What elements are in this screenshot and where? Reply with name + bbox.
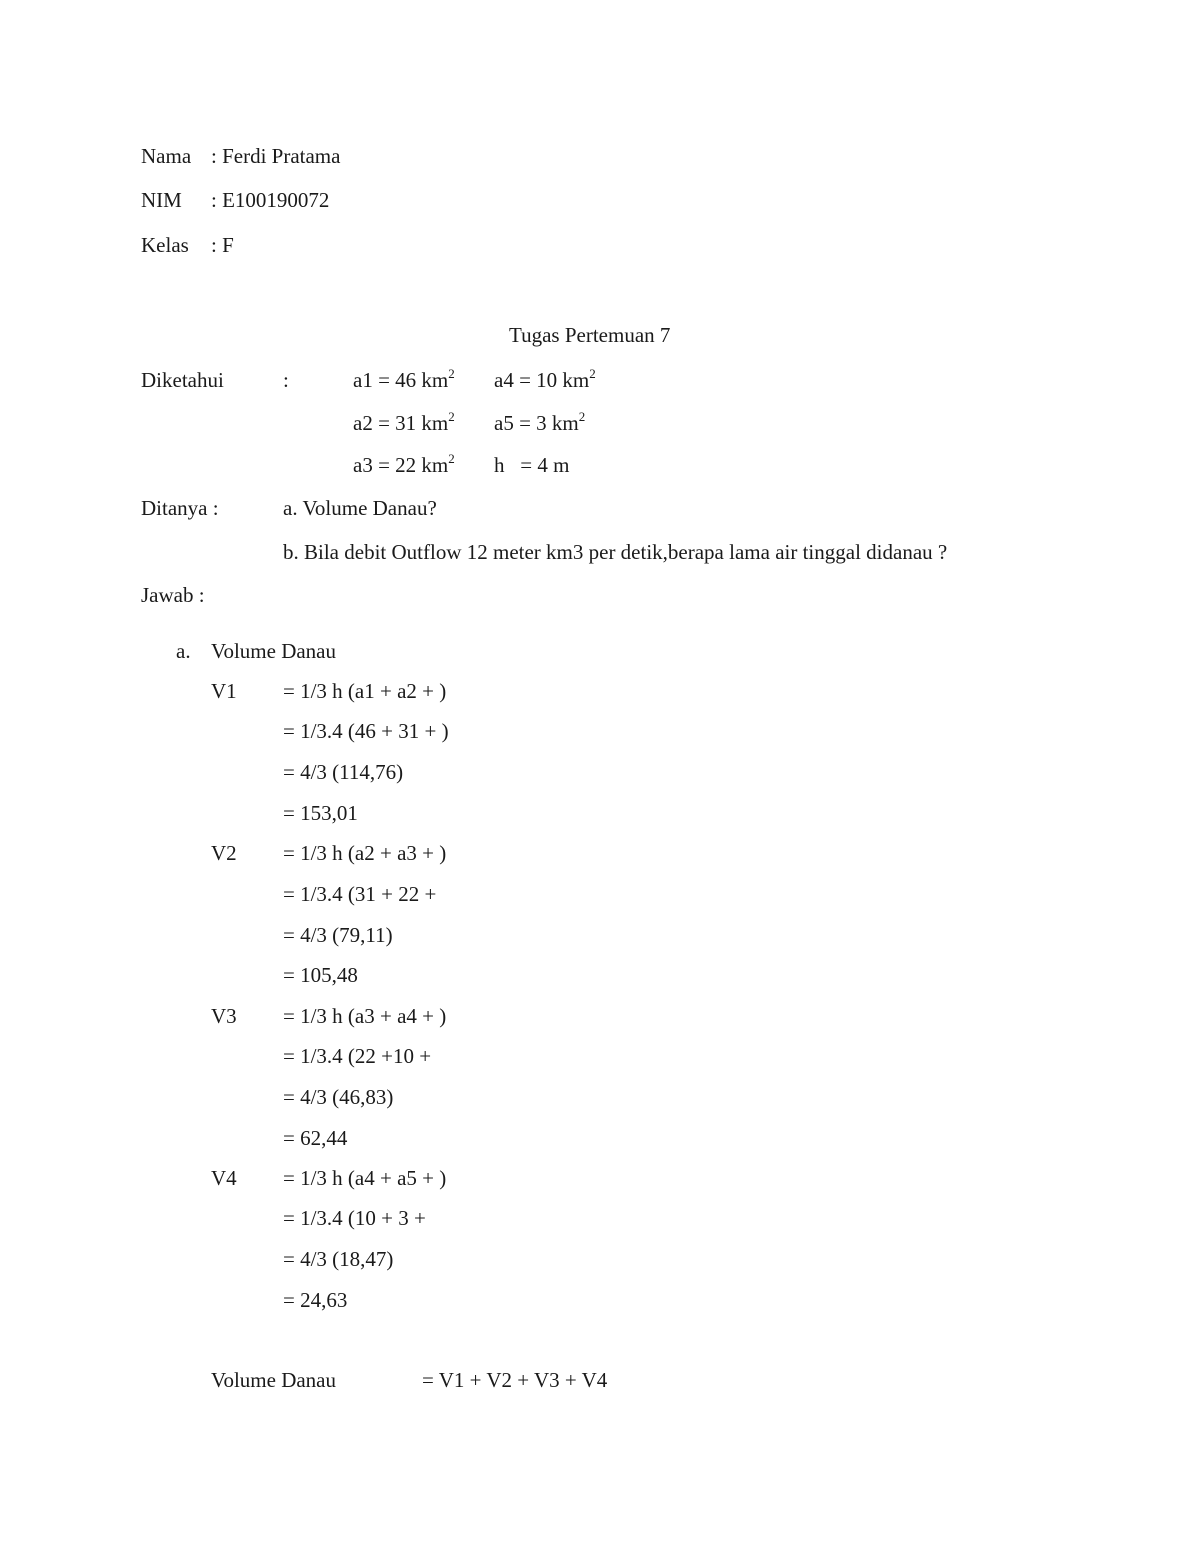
kelas-label: Kelas [141, 233, 189, 257]
v4-step-1: = 1/3 h (a4 + a5 + ) [283, 1166, 447, 1190]
diketahui-label: Diketahui [141, 368, 224, 392]
v4-step-2: = 1/3.4 (10 + 3 + [283, 1206, 426, 1230]
total-expression: = V1 + V2 + V3 + V4 [422, 1368, 608, 1392]
v2-step-3: = 4/3 (79,11) [283, 923, 393, 947]
known-h: h = 4 m [494, 453, 570, 477]
question-b: b. Bila debit Outflow 12 meter km3 per detik,berapa lama air tinggal didanau ? [283, 540, 948, 564]
v3-step-2: = 1/3.4 (22 +10 + [283, 1044, 432, 1068]
v3-step-1: = 1/3 h (a3 + a4 + ) [283, 1004, 447, 1028]
v2-step-1: = 1/3 h (a2 + a3 + ) [283, 841, 447, 865]
v1-step-3: = 4/3 (114,76) [283, 760, 404, 784]
page-title: Tugas Pertemuan 7 [509, 323, 671, 347]
nim-label: NIM [141, 188, 182, 212]
v2-step-2: = 1/3.4 (31 + 22 + [283, 882, 437, 906]
v4-label: V4 [211, 1166, 237, 1190]
v1-step-2: = 1/3.4 (46 + 31 + ) [283, 719, 449, 743]
known-a1-text: a1 = 46 km [353, 368, 449, 392]
known-a3 [353, 451, 455, 477]
kelas-value: : F [211, 233, 234, 257]
question-a: a. Volume Danau? [283, 496, 437, 520]
total-label: Volume Danau [211, 1368, 337, 1392]
known-a1-exp: 2 [448, 366, 455, 381]
jawab-label: Jawab : [141, 583, 205, 607]
v3-step-4: = 62,44 [283, 1126, 348, 1150]
ditanya-label: Ditanya : [141, 496, 219, 520]
v1-step-4: = 153,01 [283, 801, 358, 825]
known-a3-text: a3 = 22 km [353, 453, 449, 477]
known-a5-exp: 2 [578, 409, 586, 424]
nama-label: Nama [141, 144, 192, 168]
v1-step-1: = 1/3 h (a1 + a2 + ) [283, 679, 447, 703]
diketahui-colon: : [283, 368, 289, 392]
v1-label: V1 [211, 679, 237, 703]
answer-title: Volume Danau [211, 639, 337, 663]
known-a5 [494, 409, 586, 435]
known-a4 [494, 366, 596, 392]
known-a4-text: a4 = 10 km [494, 368, 590, 392]
v2-step-4: = 105,48 [283, 963, 358, 987]
v3-step-3: = 4/3 (46,83) [283, 1085, 394, 1109]
known-a4-exp: 2 [589, 366, 596, 381]
known-a2-text: a2 = 31 km [353, 411, 449, 435]
known-a1 [353, 366, 455, 392]
known-a2-exp: 2 [448, 409, 455, 424]
v2-label: V2 [211, 841, 237, 865]
answer-marker: a. [176, 639, 191, 663]
nim-value: : E100190072 [211, 188, 330, 212]
known-a3-exp: 2 [448, 451, 455, 466]
known-a2 [353, 409, 455, 435]
v3-label: V3 [211, 1004, 237, 1028]
v4-step-3: = 4/3 (18,47) [283, 1247, 394, 1271]
v4-step-4: = 24,63 [283, 1288, 348, 1312]
known-a5-text: a5 = 3 km [494, 411, 579, 435]
nama-value: : Ferdi Pratama [211, 144, 341, 168]
